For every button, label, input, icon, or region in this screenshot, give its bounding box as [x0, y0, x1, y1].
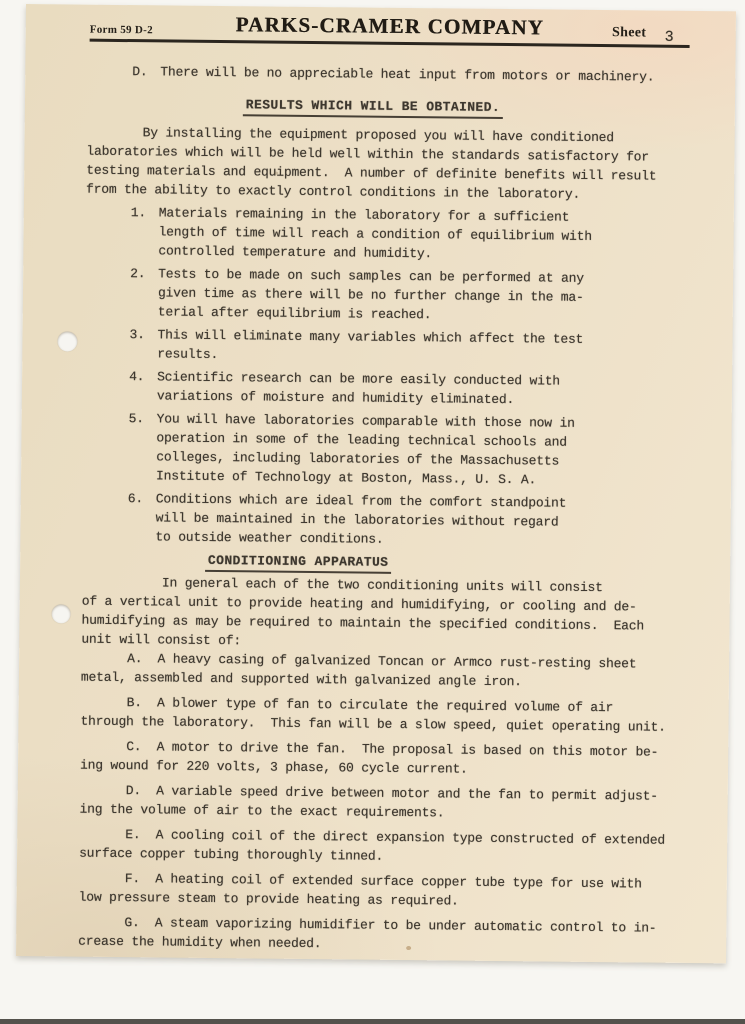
paper-stain	[406, 946, 411, 950]
item-text: C. A motor to drive the fan. The proposal is based on this motor be- ing wound for 220 volts, 3 phase, 60 cycle current.	[79, 739, 659, 777]
list-item	[78, 913, 700, 958]
item-marker: D.	[132, 64, 148, 80]
document-body	[78, 62, 709, 963]
sheet-label: Sheet	[612, 25, 647, 41]
item-text: D. A variable speed drive between motor and the fan to permit adjust- ing the volume of air to the exact requirements.	[79, 783, 658, 821]
item-text: A. A heavy casing of galvanized Toncan or Armco rust-resting sheet metal, assembled and supported with galvanized angle iron.	[80, 651, 637, 690]
section-conditioning	[78, 550, 704, 957]
item-text: You will have laboratories comparable with those now in operation in some of the leading technical schools and colleges, including laboratories of the Massachusetts Institute of Technology at Boston, Mass., U. S. A.	[155, 411, 575, 488]
list-item	[79, 869, 701, 914]
company-name: PARKS-CRAMER COMPANY	[235, 12, 545, 40]
list-item	[85, 264, 708, 328]
scanner-edge-strip	[0, 1019, 745, 1024]
section-heading: CONDITIONING APPARATUS	[205, 551, 392, 574]
form-number-label: Form 59 D-2	[89, 23, 153, 37]
item-marker: 2.	[130, 266, 146, 282]
item-text: Conditions which are ideal from the comfort standpoint will be maintained in the laboratories without regard to outside weather conditions.	[155, 491, 567, 547]
item-text: B. A blower type of fan to circulate the required volume of air through the laboratory. This fan will be a slow speed, quiet operating unit.	[80, 695, 666, 735]
item-text: Tests to be made on such samples can be performed at any given time as there will be no further change in the ma- terial after equilibrium is reached.	[157, 266, 584, 323]
item-text: Materials remaining in the laboratory for a sufficient length of time will reach a condition of equilibrium with controlled temperature and humidity.	[158, 205, 592, 262]
section-heading: RESULTS WHICH WILL BE OBTAINED.	[243, 95, 503, 119]
section-heading-row	[87, 94, 709, 122]
item-marker: 3.	[129, 327, 145, 343]
list-item	[79, 781, 701, 826]
item-text: There will be no appreciable heat input from motors or machinery.	[160, 64, 655, 85]
sheet-number: 3	[664, 28, 674, 46]
section-paragraph: By installing the equipment proposed you will have conditioned laboratories which will be held well within the standards satisfactory for testing materials and equipment. A number of definite benefits will result from the ability to exactly control conditions in the laboratory.	[85, 125, 657, 202]
list-item	[80, 737, 702, 782]
paper-stain	[274, 172, 278, 175]
list-item	[84, 325, 706, 370]
list-item	[81, 649, 703, 694]
list-item	[82, 489, 705, 553]
sheet-area	[550, 22, 690, 46]
list-item	[83, 409, 706, 492]
list-item	[79, 825, 701, 870]
hole-punch-bottom	[52, 604, 71, 623]
list-item	[80, 693, 702, 738]
hole-punch-top	[57, 331, 77, 351]
paper-sheet	[16, 4, 736, 963]
item-marker: 4.	[129, 369, 145, 385]
section-paragraph: In general each of the two conditioning units will consist of a vertical unit to provide heating and humidifying, or cooling and de- humidifying as may be required to maintain the specified conditions. Each unit will consist of:	[81, 575, 645, 649]
lead-item	[87, 62, 709, 88]
item-marker: 6.	[127, 491, 144, 507]
item-text: G. A steam vaporizing humidifier to be under automatic control to in- crease the humidity when needed.	[78, 915, 657, 952]
item-text: F. A heating coil of extended surface copper tube type for use with low pressure steam to provide heating as required.	[78, 871, 642, 909]
list-item	[84, 367, 706, 412]
list-item	[85, 203, 708, 267]
item-text: This will eliminate many variables which affect the test results.	[157, 327, 584, 363]
letterhead	[90, 10, 690, 48]
item-text: E. A cooling coil of the direct expansion type constructed of extended surface copper tubing thoroughly tinned.	[79, 827, 666, 864]
section-results	[82, 94, 709, 552]
item-text: Scientific research can be more easily conducted with variations of moisture and humidity eliminated.	[156, 369, 561, 408]
item-marker: 5.	[128, 411, 144, 427]
item-marker: 1.	[130, 205, 147, 221]
